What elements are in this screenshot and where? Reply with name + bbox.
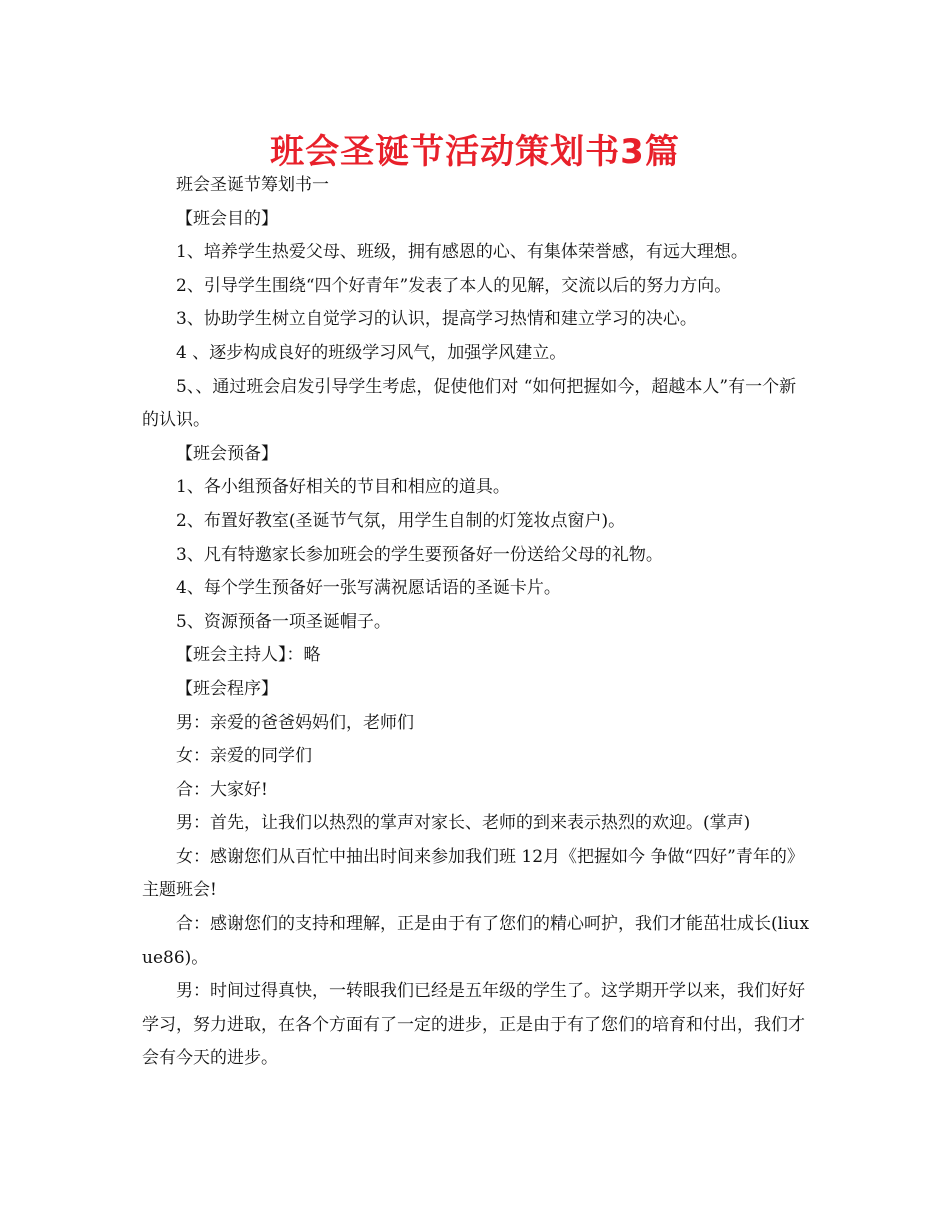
paragraph: 5、资源预备一项圣诞帽子。: [176, 611, 391, 632]
section-heading: 班会圣诞节筹划书一: [176, 175, 329, 195]
paragraph: 3、凡有特邀家长参加班会的学生要预备好一份送给父母的礼物。: [176, 544, 663, 565]
paragraph: 1、培养学生热爱父母、班级，拥有感恩的心、有集体荣誉感，有远大理想。: [176, 242, 748, 263]
paragraph: 2、引导学生围绕“四个好青年”发表了本人的见解，交流以后的努力方向。: [176, 275, 732, 296]
paragraph: 合：感谢您们的支持和理解，正是由于有了您们的精心呵护，我们才能茁壮成长(liuxue86)。: [142, 914, 810, 968]
section-label-program: 【班会程序】: [176, 678, 278, 699]
paragraph: 男：时间过得真快，一转眼我们已经是五年级的学生了。这学期开学以来，我们好好学习，努力进取，在各个方面有了一定的进步，正是由于有了您们的培育和付出，我们才会有今天的进步。: [142, 981, 805, 1069]
section-label-preparation: 【班会预备】: [176, 443, 278, 464]
document-title: 班会圣诞节活动策划书3篇: [270, 132, 680, 172]
paragraph: 女：感谢您们从百忙中抽出时间来参加我们班 12月《把握如今 争做“四好”青年的》主题班会!: [142, 846, 804, 901]
paragraph: 3、协助学生树立自觉学习的认识，提高学习热情和建立学习的决心。: [176, 309, 697, 330]
paragraph: 女：亲爱的同学们: [176, 746, 312, 767]
paragraph: 1、各小组预备好相关的节目和相应的道具。: [176, 477, 510, 498]
paragraph: 2、布置好教室(圣诞节气氛，用学生自制的灯笼妆点窗户)。: [176, 510, 626, 531]
paragraph: 男：首先，让我们以热烈的掌声对家长、老师的到来表示热烈的欢迎。(掌声): [176, 813, 751, 834]
paragraph: 4 、逐步构成良好的班级学习风气，加强学风建立。: [176, 342, 567, 363]
paragraph: 合：大家好!: [176, 779, 268, 800]
document-body: [142, 169, 812, 1076]
paragraph: 男：亲爱的爸爸妈妈们，老师们: [176, 712, 414, 733]
section-label-host: 【班会主持人】：略: [176, 645, 321, 666]
paragraph: 5、、通过班会启发引导学生考虑，促使他们对 “如何把握如今，超越本人”有一个新的认识。: [142, 376, 797, 431]
section-label-goal: 【班会目的】: [176, 208, 278, 229]
paragraph: 4、每个学生预备好一张写满祝愿话语的圣诞卡片。: [176, 578, 561, 599]
